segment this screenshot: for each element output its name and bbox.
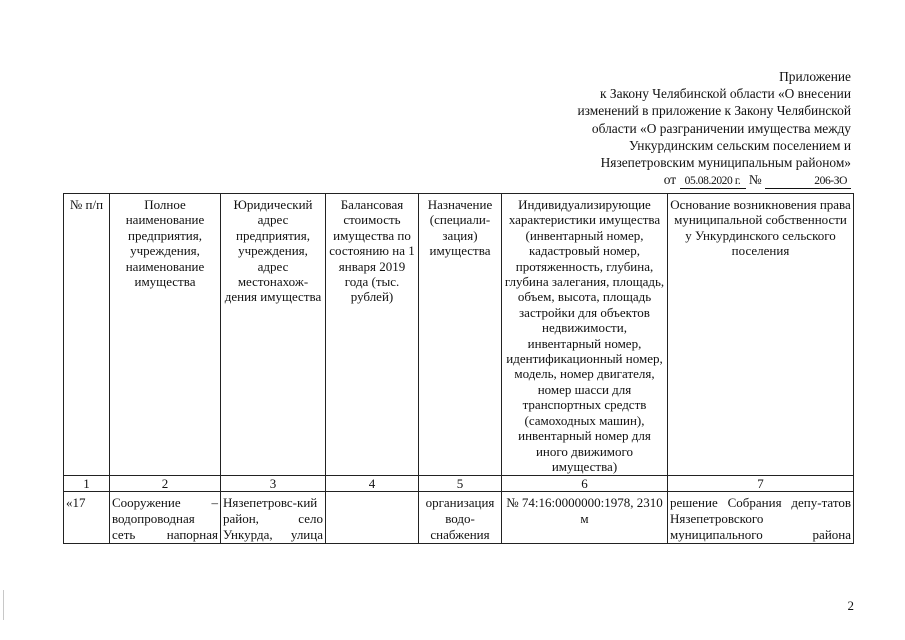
law-number: 206-ЗО xyxy=(765,175,851,189)
column-number-cell: 2 xyxy=(110,476,221,492)
appendix-line: Приложение xyxy=(779,69,851,84)
column-number-cell: 4 xyxy=(326,476,419,492)
header-cell-number: № п/п xyxy=(64,194,110,476)
header-cell-address: Юридический адрес предприятия, учреждения, адрес местонахож-дения имущества xyxy=(221,194,326,476)
row-characteristics: № 74:16:0000000:1978, 2310 м xyxy=(502,492,668,544)
appendix-line: Ункурдинским сельским поселением и xyxy=(629,137,851,153)
header-cell-characteristics: Индивидуализирующие характеристики имущества (инвентарный номер, кадастровый номер, протяженность, глубина, глубина залегания, площадь, объем, высота, площадь застройки для объектов недвижимости, инвентарный номер, идентификационный номер, модель, номер двигателя, номер шасси для транспортных средств (самоходных машин), инвентарный номер для иного движимого имущества) xyxy=(502,194,668,476)
header-row xyxy=(64,194,854,476)
row-basis: решение Собрания депу-татов Нязепетровского муниципального района xyxy=(668,492,854,544)
row-value xyxy=(326,492,419,544)
appendix-line: к Закону Челябинской области «О внесении xyxy=(600,86,851,102)
row-name: Сооружение – водопроводная сеть напорная xyxy=(110,492,221,544)
header-cell-value: Балансовая стоимость имущества по состоянию на 1 января 2019 года (тыс. рублей) xyxy=(326,194,419,476)
appendix-line: области «О разграничении имущества между xyxy=(591,120,851,136)
column-number-cell: 3 xyxy=(221,476,326,492)
column-number-cell: 1 xyxy=(64,476,110,492)
page-number: 2 xyxy=(847,598,854,613)
row-number: «17 xyxy=(64,492,110,544)
column-number-cell: 6 xyxy=(502,476,668,492)
appendix-line: Нязепетровским муниципальным районом» xyxy=(600,155,851,171)
appendix-heading xyxy=(521,68,851,189)
law-date: 05.08.2020 г. xyxy=(680,175,746,189)
column-number-cell: 7 xyxy=(668,476,854,492)
appendix-line: изменений в приложение к Закону Челябинской xyxy=(577,103,851,119)
header-cell-name: Полное наименование предприятия, учреждения, наименование имущества xyxy=(110,194,221,476)
from-label: от xyxy=(663,172,677,188)
table-row xyxy=(64,492,854,544)
column-number-cell: 5 xyxy=(419,476,502,492)
row-address: Нязепетровс-кий район, село Ункурда, улица xyxy=(221,492,326,544)
scan-edge-mark xyxy=(3,590,4,620)
header-cell-purpose: Назначение (специали-зация) имущества xyxy=(419,194,502,476)
header-cell-basis: Основание возникновения права муниципальной собственности у Ункурдинского сельского поселения xyxy=(668,194,854,476)
property-table xyxy=(63,193,854,544)
number-label: № xyxy=(748,172,762,188)
row-purpose: организация водо-снабжения xyxy=(419,492,502,544)
column-number-row xyxy=(64,476,854,492)
law-reference xyxy=(521,171,851,189)
